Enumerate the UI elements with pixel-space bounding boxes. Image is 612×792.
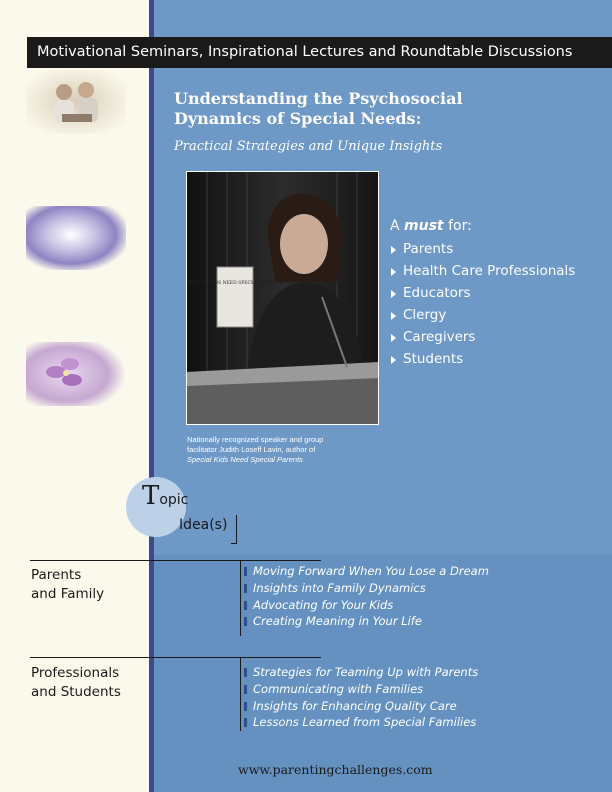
title-line-2: Dynamics of Special Needs: (174, 109, 422, 128)
speaker-photo (186, 171, 379, 425)
audience-item: Parents (390, 238, 612, 260)
section-vertical-rule (240, 560, 241, 636)
audience-heading-prefix: A (390, 218, 405, 234)
page-subtitle: Practical Strategies and Unique Insights (174, 139, 443, 154)
section-label-line: and Students (31, 684, 121, 700)
audience-list (390, 238, 612, 370)
clouds-image (26, 206, 126, 270)
section-label-professionals (31, 664, 121, 702)
audience-heading-emphasis: must (404, 218, 444, 234)
audience-item: Clergy (390, 304, 612, 326)
audience-item: Educators (390, 282, 612, 304)
topic-header-rest: opic (159, 492, 189, 508)
audience-item: Health Care Professionals (390, 260, 612, 282)
section-divider (30, 657, 321, 658)
audience-box (390, 218, 612, 370)
topic-header-bracket (236, 515, 237, 544)
caption-line-1: Nationally recognized speaker and group (187, 435, 324, 444)
title-line-1: Understanding the Psychosocial (174, 89, 463, 108)
book-cover-text: SPECIAL KIDS NEED SPECIAL PARENTS (187, 281, 283, 286)
topic-header-bracket-foot (231, 543, 237, 544)
topic-header (142, 481, 189, 511)
topic-item: Lessons Learned from Special Families (243, 714, 478, 731)
topic-item: Insights into Family Dynamics (243, 580, 489, 597)
topic-item: Insights for Enhancing Quality Care (243, 698, 478, 715)
topic-item: Communicating with Families (243, 681, 478, 698)
caption-book-title: Special Kids Need Special Parents (187, 455, 303, 464)
audience-heading (390, 218, 612, 234)
page-title (174, 89, 474, 129)
audience-item: Caregivers (390, 326, 612, 348)
topic-item: Strategies for Teaming Up with Parents (243, 664, 478, 681)
header-banner: Motivational Seminars, Inspirational Lectures and Roundtable Discussions (27, 37, 612, 68)
topic-list-parents (243, 563, 489, 630)
topic-item: Creating Meaning in Your Life (243, 613, 489, 630)
topic-item: Moving Forward When You Lose a Dream (243, 563, 489, 580)
photo-caption (187, 435, 387, 465)
section-vertical-rule (240, 657, 241, 731)
website-link[interactable]: www.parentingchallenges.com (238, 762, 433, 777)
audience-heading-suffix: for: (443, 218, 472, 234)
section-label-line: and Family (31, 586, 105, 602)
topic-header-initial: T (142, 481, 160, 511)
section-divider (30, 560, 321, 561)
children-reading-image (26, 70, 126, 134)
section-label-line: Professionals (31, 665, 120, 681)
topic-item: Advocating for Your Kids (243, 597, 489, 614)
caption-line-2: facilitator Judith Loseff Lavin, author of (187, 445, 316, 454)
section-label-line: Parents (31, 567, 82, 583)
flower-image (26, 342, 126, 406)
topic-list-professionals (243, 664, 478, 731)
audience-item: Students (390, 348, 612, 370)
section-label-parents (31, 566, 104, 604)
topic-header-line-2: Idea(s) (179, 517, 228, 533)
